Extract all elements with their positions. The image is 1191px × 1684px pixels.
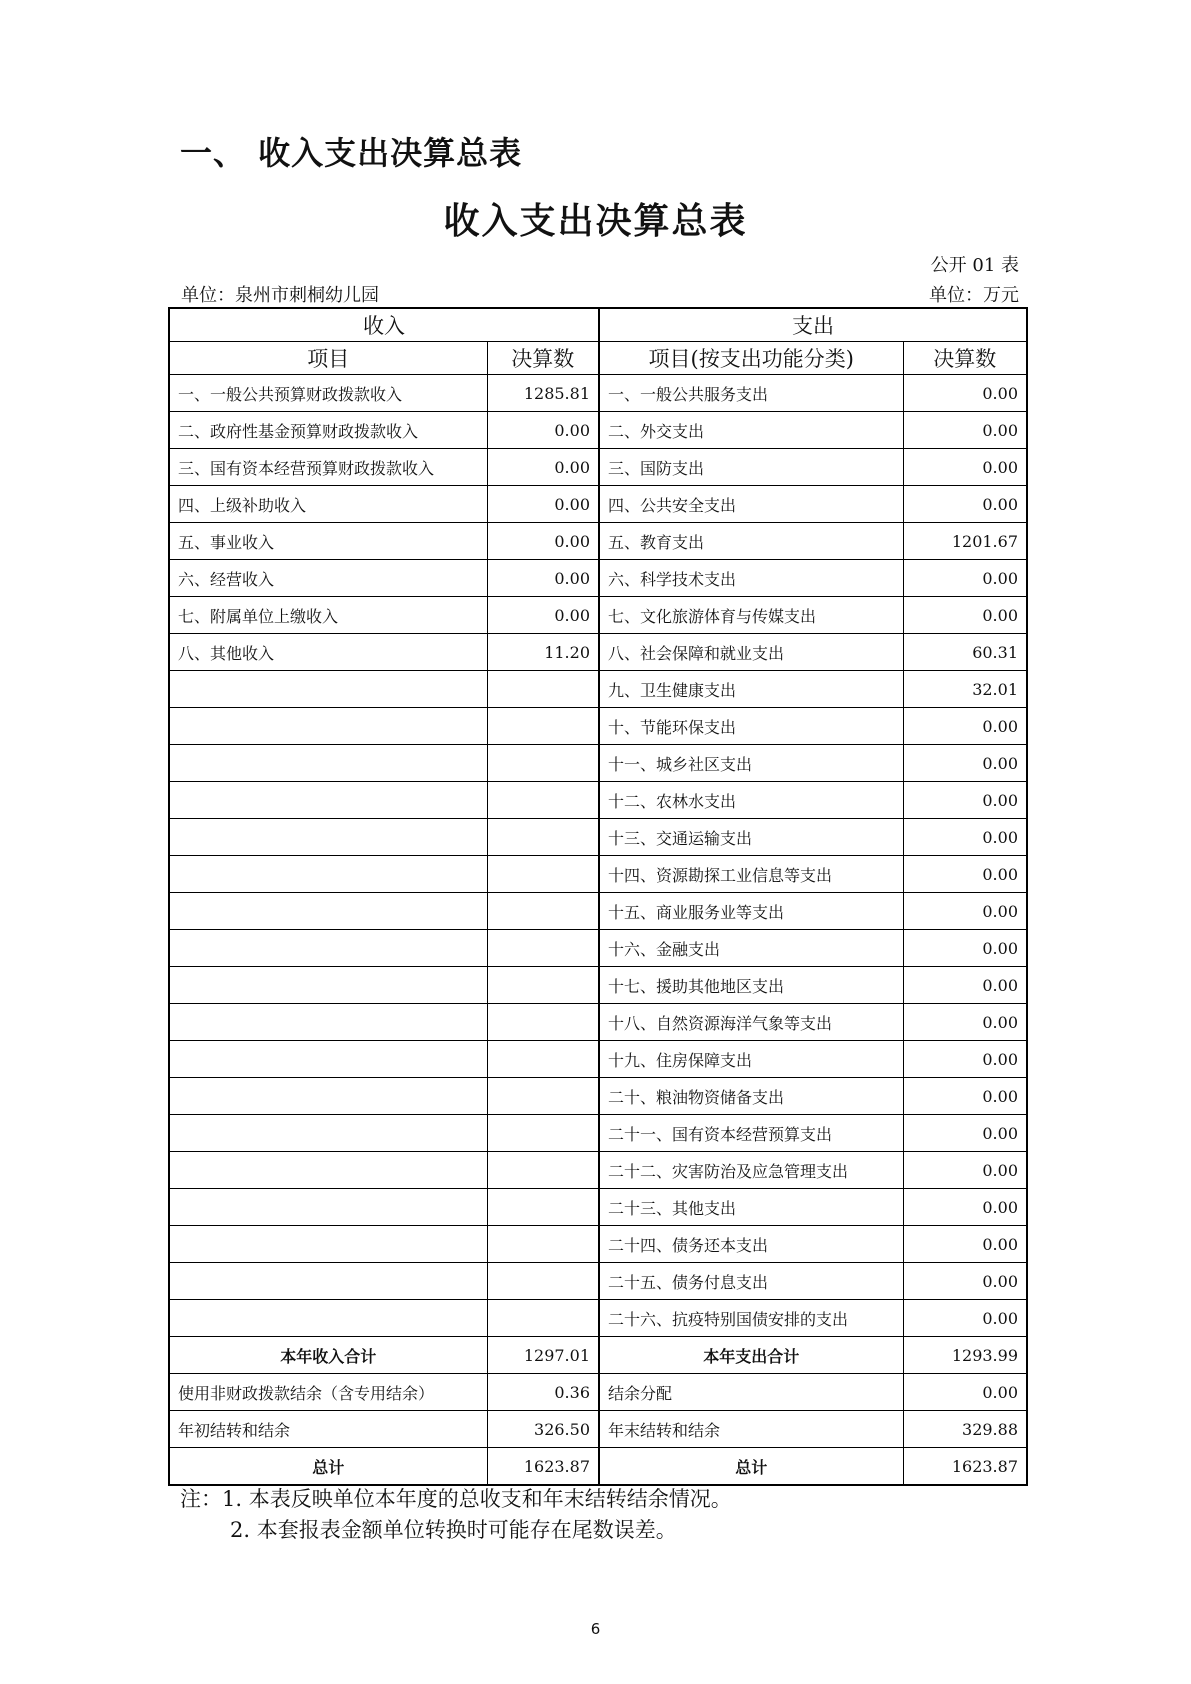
- income-item-header: 项目: [169, 342, 487, 375]
- income-amount-cell: [487, 1004, 599, 1041]
- table-row: [169, 1226, 1027, 1263]
- income-amount-cell: [487, 856, 599, 893]
- expense-amount-cell: 0.00: [903, 745, 1027, 782]
- income-amount-cell: 1285.81: [487, 375, 599, 412]
- expense-amount-cell: 0.00: [903, 449, 1027, 486]
- table-row: [169, 523, 1027, 560]
- income-item-cell: [169, 856, 487, 893]
- income-amount-cell: 1297.01: [487, 1337, 599, 1374]
- income-amount-cell: [487, 745, 599, 782]
- expense-amount-cell: 0.00: [903, 560, 1027, 597]
- table-row: [169, 375, 1027, 412]
- expense-amount-cell: 0.00: [903, 1115, 1027, 1152]
- expense-amount-cell: 0.00: [903, 375, 1027, 412]
- expense-item-cell: 三、国防支出: [599, 449, 903, 486]
- expense-amount-cell: 0.00: [903, 597, 1027, 634]
- expense-item-cell: 十三、交通运输支出: [599, 819, 903, 856]
- expense-item-cell: 十八、自然资源海洋气象等支出: [599, 1004, 903, 1041]
- table-row: [169, 412, 1027, 449]
- income-item-cell: 八、其他收入: [169, 634, 487, 671]
- summary-row: [169, 1448, 1027, 1486]
- income-amount-cell: 0.00: [487, 560, 599, 597]
- expense-amount-cell: 0.00: [903, 1004, 1027, 1041]
- expense-amount-cell: 0.00: [903, 856, 1027, 893]
- expense-amount-cell: 0.00: [903, 708, 1027, 745]
- income-amount-cell: [487, 930, 599, 967]
- expense-item-cell: 二十六、抗疫特别国债安排的支出: [599, 1300, 903, 1337]
- income-item-cell: 五、事业收入: [169, 523, 487, 560]
- expense-amount-cell: 1623.87: [903, 1448, 1027, 1486]
- income-item-cell: 使用非财政拨款结余（含专用结余）: [169, 1374, 487, 1411]
- income-item-cell: 六、经营收入: [169, 560, 487, 597]
- expense-amount-header: 决算数: [903, 342, 1027, 375]
- income-item-cell: [169, 1152, 487, 1189]
- expense-item-cell: 年末结转和结余: [599, 1411, 903, 1448]
- table-subheader-row: [169, 342, 1027, 375]
- income-item-cell: [169, 708, 487, 745]
- summary-row: [169, 1374, 1027, 1411]
- table-row: [169, 819, 1027, 856]
- expense-item-cell: 结余分配: [599, 1374, 903, 1411]
- table-row: [169, 745, 1027, 782]
- table-row: [169, 856, 1027, 893]
- table-row: [169, 1041, 1027, 1078]
- expense-amount-cell: 60.31: [903, 634, 1027, 671]
- table-row: [169, 1078, 1027, 1115]
- expense-item-cell: 六、科学技术支出: [599, 560, 903, 597]
- document-title: 收入支出决算总表: [443, 201, 748, 242]
- income-item-cell: 本年收入合计: [169, 1337, 487, 1374]
- income-amount-cell: 0.00: [487, 597, 599, 634]
- table-row: [169, 782, 1027, 819]
- income-amount-cell: [487, 967, 599, 1004]
- expense-amount-cell: 0.00: [903, 1374, 1027, 1411]
- income-amount-cell: [487, 1300, 599, 1337]
- income-item-cell: [169, 1004, 487, 1041]
- table-row: [169, 1115, 1027, 1152]
- expense-amount-cell: 0.00: [903, 893, 1027, 930]
- income-item-cell: 总计: [169, 1448, 487, 1486]
- expense-amount-cell: 0.00: [903, 1041, 1027, 1078]
- income-item-cell: [169, 671, 487, 708]
- expense-item-cell: 二十五、债务付息支出: [599, 1263, 903, 1300]
- income-item-cell: 三、国有资本经营预算财政拨款收入: [169, 449, 487, 486]
- table-row: [169, 597, 1027, 634]
- income-amount-cell: 0.00: [487, 449, 599, 486]
- table-row: [169, 967, 1027, 1004]
- table-row: [169, 449, 1027, 486]
- expense-item-cell: 四、公共安全支出: [599, 486, 903, 523]
- summary-row: [169, 1411, 1027, 1448]
- table-row: [169, 1004, 1027, 1041]
- income-item-cell: 二、政府性基金预算财政拨款收入: [169, 412, 487, 449]
- income-header: 收入: [169, 308, 599, 342]
- expense-amount-cell: 1201.67: [903, 523, 1027, 560]
- expense-item-cell: 二、外交支出: [599, 412, 903, 449]
- expense-item-cell: 一、一般公共服务支出: [599, 375, 903, 412]
- income-item-cell: 年初结转和结余: [169, 1411, 487, 1448]
- table-row: [169, 1189, 1027, 1226]
- income-amount-cell: 0.00: [487, 412, 599, 449]
- expense-item-cell: 十二、农林水支出: [599, 782, 903, 819]
- expense-amount-cell: 0.00: [903, 1263, 1027, 1300]
- expense-amount-cell: 0.00: [903, 967, 1027, 1004]
- income-item-cell: [169, 1300, 487, 1337]
- expense-item-cell: 二十四、债务还本支出: [599, 1226, 903, 1263]
- income-item-cell: [169, 819, 487, 856]
- unit-currency: 单位：万元: [929, 285, 1019, 306]
- expense-amount-cell: 0.00: [903, 412, 1027, 449]
- expense-item-header: 项目(按支出功能分类): [599, 342, 903, 375]
- table-row: [169, 486, 1027, 523]
- note-1: 注：1. 本表反映单位本年度的总收支和年末结转结余情况。: [180, 1487, 732, 1511]
- table-row: [169, 671, 1027, 708]
- table-row: [169, 893, 1027, 930]
- expense-item-cell: 二十三、其他支出: [599, 1189, 903, 1226]
- income-item-cell: [169, 893, 487, 930]
- table-row: [169, 1300, 1027, 1337]
- expense-amount-cell: 329.88: [903, 1411, 1027, 1448]
- expense-item-cell: 十九、住房保障支出: [599, 1041, 903, 1078]
- table-row: [169, 1152, 1027, 1189]
- unit-organization: 单位：泉州市刺桐幼儿园: [181, 285, 379, 306]
- expense-item-cell: 八、社会保障和就业支出: [599, 634, 903, 671]
- expense-header: 支出: [599, 308, 1027, 342]
- income-amount-cell: 11.20: [487, 634, 599, 671]
- expense-item-cell: 十五、商业服务业等支出: [599, 893, 903, 930]
- expense-item-cell: 二十、粮油物资储备支出: [599, 1078, 903, 1115]
- income-item-cell: [169, 782, 487, 819]
- income-item-cell: 七、附属单位上缴收入: [169, 597, 487, 634]
- income-amount-cell: 326.50: [487, 1411, 599, 1448]
- page-number: 6: [590, 1620, 601, 1638]
- income-item-cell: 一、一般公共预算财政拨款收入: [169, 375, 487, 412]
- income-amount-cell: 0.36: [487, 1374, 599, 1411]
- expense-item-cell: 十、节能环保支出: [599, 708, 903, 745]
- table-row: [169, 560, 1027, 597]
- expense-item-cell: 二十一、国有资本经营预算支出: [599, 1115, 903, 1152]
- income-item-cell: [169, 1226, 487, 1263]
- income-amount-cell: 0.00: [487, 486, 599, 523]
- table-row: [169, 708, 1027, 745]
- expense-amount-cell: 1293.99: [903, 1337, 1027, 1374]
- expense-amount-cell: 0.00: [903, 782, 1027, 819]
- income-amount-cell: [487, 819, 599, 856]
- expense-amount-cell: 0.00: [903, 1226, 1027, 1263]
- income-item-cell: [169, 1041, 487, 1078]
- income-amount-header: 决算数: [487, 342, 599, 375]
- income-amount-cell: [487, 708, 599, 745]
- income-item-cell: [169, 1078, 487, 1115]
- income-item-cell: [169, 967, 487, 1004]
- expense-amount-cell: 0.00: [903, 486, 1027, 523]
- income-amount-cell: [487, 893, 599, 930]
- income-amount-cell: 0.00: [487, 523, 599, 560]
- expense-amount-cell: 0.00: [903, 1300, 1027, 1337]
- expense-item-cell: 十六、金融支出: [599, 930, 903, 967]
- income-expense-table: [168, 307, 1028, 1486]
- table-body: [169, 308, 1027, 1485]
- income-amount-cell: [487, 1041, 599, 1078]
- expense-item-cell: 总计: [599, 1448, 903, 1486]
- income-amount-cell: [487, 671, 599, 708]
- expense-amount-cell: 0.00: [903, 1189, 1027, 1226]
- income-item-cell: [169, 1189, 487, 1226]
- income-item-cell: [169, 1115, 487, 1152]
- expense-item-cell: 本年支出合计: [599, 1337, 903, 1374]
- section-heading: 一、 收入支出决算总表: [180, 134, 523, 172]
- income-amount-cell: [487, 1189, 599, 1226]
- income-amount-cell: [487, 782, 599, 819]
- summary-row: [169, 1337, 1027, 1374]
- income-amount-cell: [487, 1263, 599, 1300]
- income-item-cell: 四、上级补助收入: [169, 486, 487, 523]
- income-amount-cell: [487, 1226, 599, 1263]
- expense-item-cell: 十四、资源勘探工业信息等支出: [599, 856, 903, 893]
- expense-item-cell: 五、教育支出: [599, 523, 903, 560]
- table-row: [169, 1263, 1027, 1300]
- expense-item-cell: 十一、城乡社区支出: [599, 745, 903, 782]
- expense-item-cell: 十七、援助其他地区支出: [599, 967, 903, 1004]
- table-id: 公开 01 表: [930, 255, 1019, 276]
- expense-amount-cell: 0.00: [903, 930, 1027, 967]
- income-item-cell: [169, 745, 487, 782]
- expense-amount-cell: 0.00: [903, 1078, 1027, 1115]
- expense-amount-cell: 32.01: [903, 671, 1027, 708]
- income-amount-cell: [487, 1152, 599, 1189]
- table-row: [169, 634, 1027, 671]
- income-amount-cell: 1623.87: [487, 1448, 599, 1486]
- income-item-cell: [169, 930, 487, 967]
- expense-item-cell: 二十二、灾害防治及应急管理支出: [599, 1152, 903, 1189]
- income-item-cell: [169, 1263, 487, 1300]
- table-header-row: [169, 308, 1027, 342]
- note-2: 2. 本套报表金额单位转换时可能存在尾数误差。: [230, 1518, 677, 1542]
- income-amount-cell: [487, 1115, 599, 1152]
- expense-amount-cell: 0.00: [903, 819, 1027, 856]
- expense-item-cell: 七、文化旅游体育与传媒支出: [599, 597, 903, 634]
- expense-item-cell: 九、卫生健康支出: [599, 671, 903, 708]
- table-row: [169, 930, 1027, 967]
- notes: [180, 1484, 732, 1546]
- income-amount-cell: [487, 1078, 599, 1115]
- expense-amount-cell: 0.00: [903, 1152, 1027, 1189]
